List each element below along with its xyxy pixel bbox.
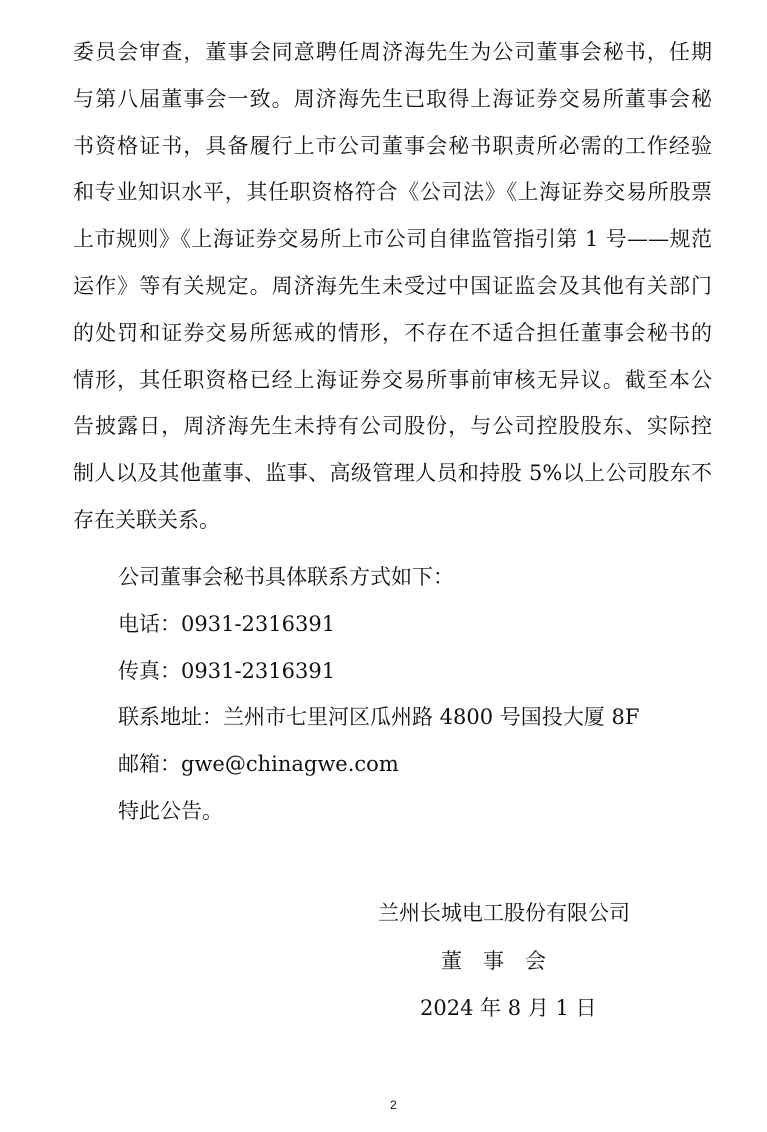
signature-board: 董 事 会 — [441, 949, 546, 973]
signature-date: 2024 年 8 月 1 日 — [420, 996, 597, 1020]
body-paragraph — [73, 29, 712, 544]
contact-email: 邮箱：gwe@chinagwe.com — [118, 752, 399, 777]
text-line: 制人以及其他董事、监事、高级管理人员和持股 5%以上公司股东不 — [73, 461, 712, 486]
text-line: 运作》等有关规定。周济海先生未受过中国证监会及其他有关部门 — [73, 273, 712, 298]
page-number: 2 — [390, 1098, 397, 1112]
contact-address: 联系地址：兰州市七里河区瓜州路 4800 号国投大厦 8F — [118, 705, 640, 730]
text-line: 存在关联关系。 — [73, 507, 220, 532]
text-line: 告披露日，周济海先生未持有公司股份，与公司控股股东、实际控 — [73, 414, 712, 439]
contact-section — [73, 554, 712, 835]
text-line: 和专业知识水平，其任职资格符合《公司法》《上海证券交易所股票 — [73, 180, 712, 205]
text-line: 情形，其任职资格已经上海证券交易所事前审核无异议。截至本公 — [73, 367, 712, 392]
text-line: 上市规则》《上海证券交易所上市公司自律监管指引第 1 号——规范 — [73, 227, 712, 252]
closing-text: 特此公告。 — [118, 798, 223, 823]
contact-fax: 传真：0931-2316391 — [118, 658, 336, 683]
text-line: 的处罚和证券交易所惩戒的情形，不存在不适合担任董事会秘书的 — [73, 320, 712, 345]
signature-company: 兰州长城电工股份有限公司 — [378, 901, 630, 925]
contact-phone: 电话：0931-2316391 — [118, 611, 336, 636]
contact-intro: 公司董事会秘书具体联系方式如下： — [118, 565, 454, 589]
text-line: 委员会审查，董事会同意聘任周济海先生为公司董事会秘书，任期 — [73, 40, 712, 64]
text-line: 书资格证书，具备履行上市公司董事会秘书职责所必需的工作经验 — [73, 133, 712, 158]
text-line: 与第八届董事会一致。周济海先生已取得上海证券交易所董事会秘 — [73, 86, 712, 111]
